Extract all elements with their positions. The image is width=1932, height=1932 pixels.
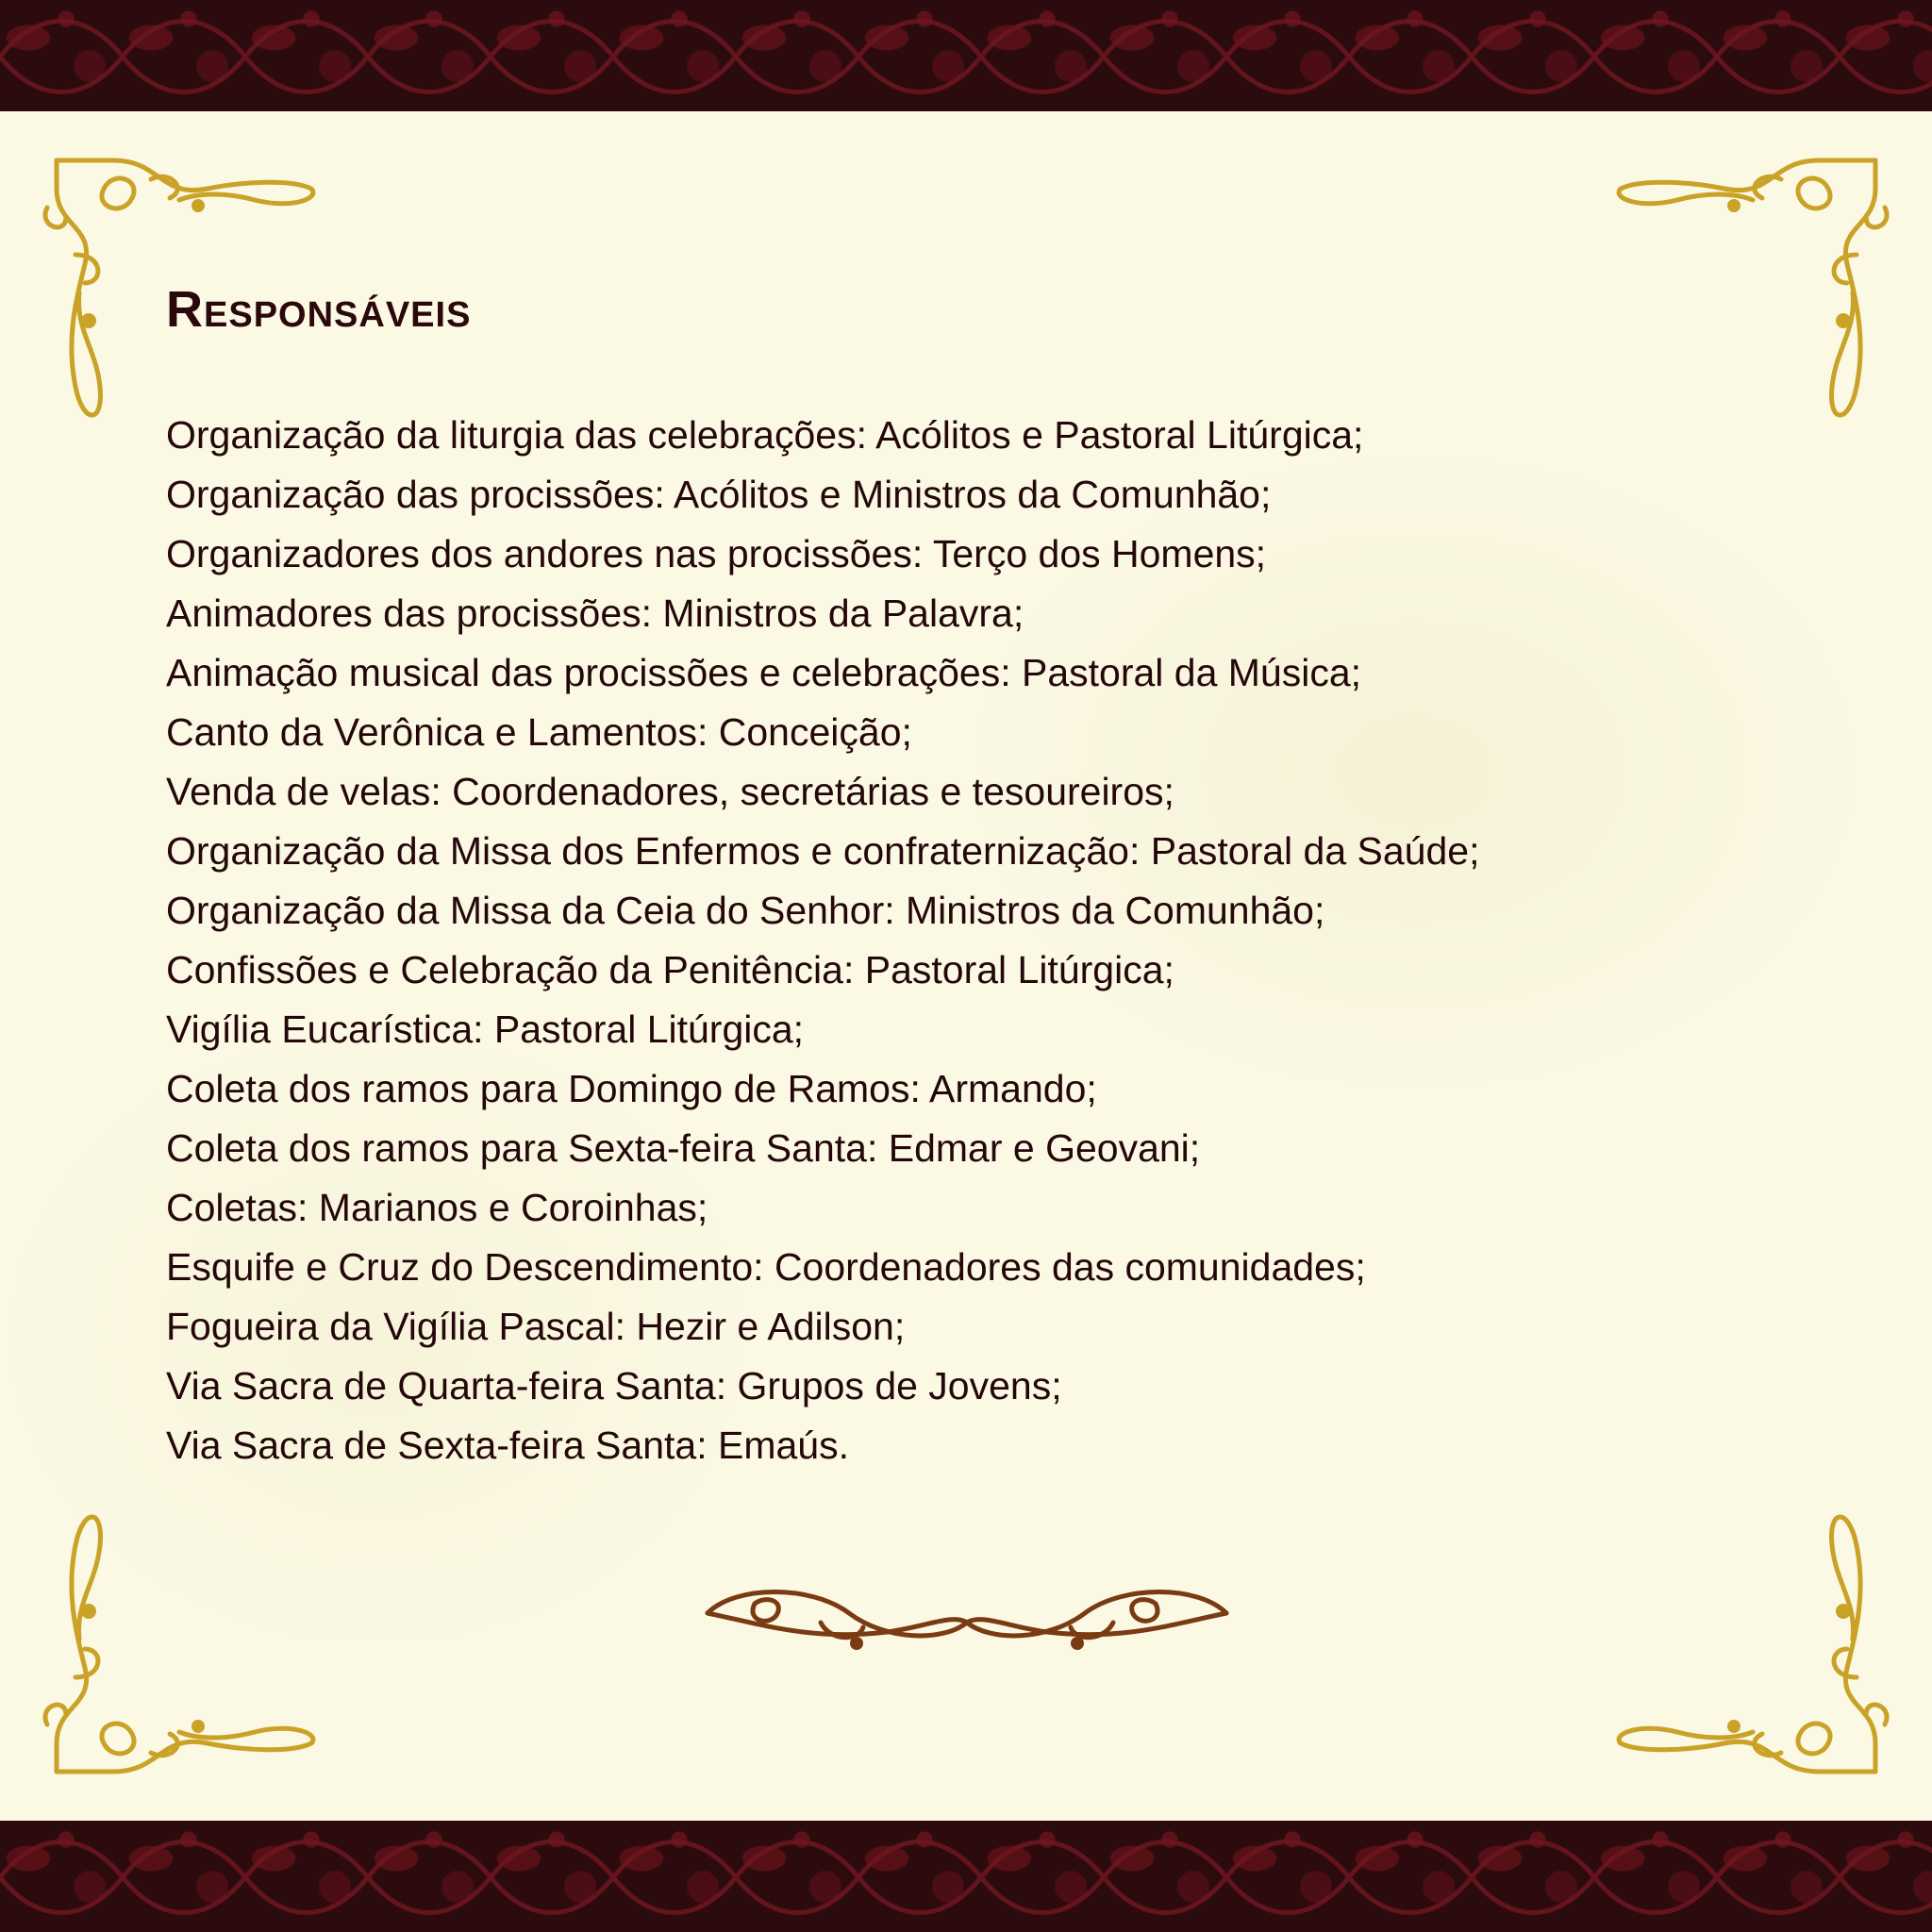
- corner-ornament-bottom-right: [1592, 1479, 1894, 1781]
- band-pattern: [0, 1821, 1932, 1932]
- list-item: Organização da Missa da Ceia do Senhor: Ministros da Comunhão;: [166, 889, 1325, 932]
- corner-ornament-bottom-left: [38, 1479, 340, 1781]
- list-item: Via Sacra de Quarta-feira Santa: Grupos de Jovens;: [166, 1364, 1062, 1407]
- center-flourish-ornament: [698, 1585, 1236, 1660]
- list-item: Vigília Eucarística: Pastoral Litúrgica;: [166, 1008, 805, 1051]
- list-item: Animação musical das procissões e celebrações: Pastoral da Música;: [166, 651, 1362, 694]
- corner-ornament-top-right: [1592, 151, 1894, 453]
- list-item: Organizadores dos andores nas procissões: Terço dos Homens;: [166, 532, 1267, 575]
- list-item: Coleta dos ramos para Sexta-feira Santa: Edmar e Geovani;: [166, 1126, 1201, 1170]
- list-item: Via Sacra de Sexta-feira Santa: Emaús.: [166, 1424, 849, 1467]
- document-content: [166, 279, 1638, 1475]
- responsibilities-list: [166, 406, 1638, 1475]
- list-item: Organização da Missa dos Enfermos e confraternização: Pastoral da Saúde;: [166, 829, 1480, 873]
- list-item: Fogueira da Vigília Pascal: Hezir e Adilson;: [166, 1305, 906, 1348]
- list-item: Organização das procissões: Acólitos e Ministros da Comunhão;: [166, 473, 1272, 516]
- page-title: Responsáveis: [166, 281, 472, 338]
- list-item: Animadores das procissões: Ministros da Palavra;: [166, 591, 1024, 635]
- list-item: Coleta dos ramos para Domingo de Ramos: Armando;: [166, 1067, 1097, 1110]
- list-item: Venda de velas: Coordenadores, secretárias e tesoureiros;: [166, 770, 1174, 813]
- top-ornamental-band: [0, 0, 1932, 111]
- list-item: Esquife e Cruz do Descendimento: Coordenadores das comunidades;: [166, 1245, 1366, 1289]
- list-item: Coletas: Marianos e Coroinhas;: [166, 1186, 708, 1229]
- band-pattern: [0, 0, 1932, 111]
- bottom-ornamental-band: [0, 1821, 1932, 1932]
- list-item: Organização da liturgia das celebrações: Acólitos e Pastoral Litúrgica;: [166, 413, 1364, 457]
- list-item: Canto da Verônica e Lamentos: Conceição;: [166, 710, 912, 754]
- list-item: Confissões e Celebração da Penitência: Pastoral Litúrgica;: [166, 948, 1174, 991]
